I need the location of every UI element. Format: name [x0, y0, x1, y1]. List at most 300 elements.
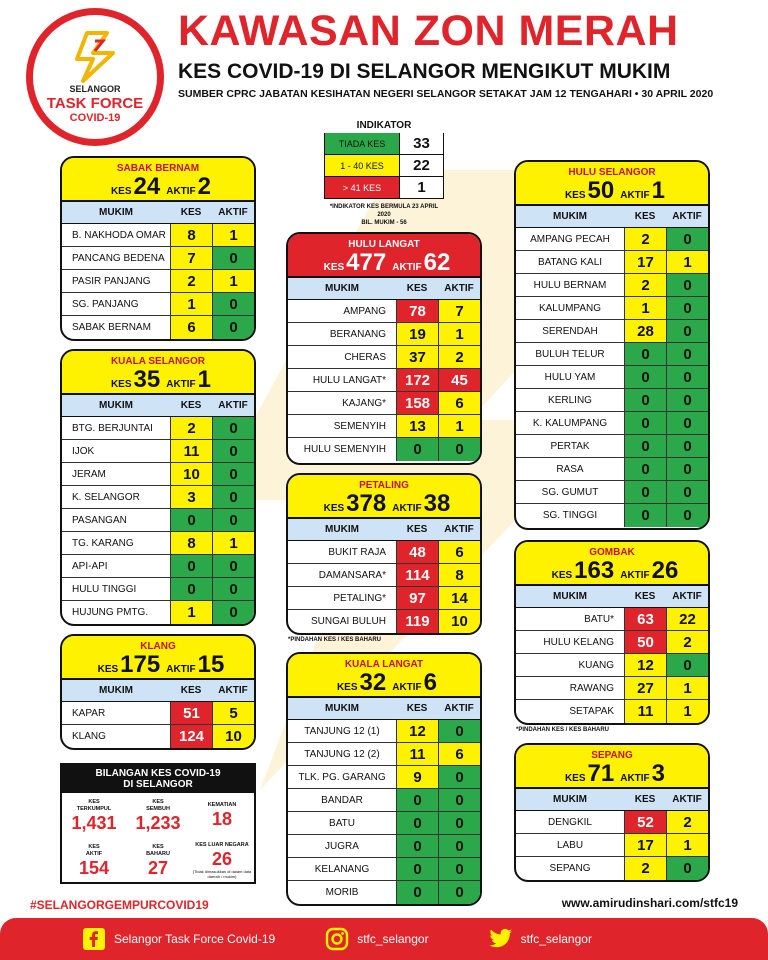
mukim-aktif: 22	[666, 608, 708, 630]
mukim-kes: 114	[396, 564, 438, 586]
stat-label-2: BAHARU	[146, 850, 170, 857]
district-kes: 175	[120, 651, 161, 678]
table-row	[62, 578, 254, 601]
mukim-name: TLK. PG. GARANG	[298, 771, 386, 783]
column-header	[62, 680, 254, 702]
table-row	[516, 631, 708, 654]
table-row	[62, 601, 254, 624]
indikator-row	[324, 155, 444, 177]
column-header	[288, 698, 480, 720]
col-kes: KES	[406, 524, 428, 535]
col-mukim: MUKIM	[99, 400, 133, 411]
mukim-aktif: 0	[212, 440, 254, 462]
mukim-name: HUJUNG PMTG.	[72, 607, 149, 618]
kes-label: KES	[564, 190, 586, 201]
card-kuala-selangor	[60, 349, 256, 626]
table-row	[288, 369, 480, 392]
mukim-kes: 8	[170, 532, 212, 554]
mukim-name: BATU*	[584, 613, 614, 625]
mukim-name: HULU BERNAM	[533, 279, 607, 291]
footer-bar	[0, 918, 768, 960]
stat-value: 154	[78, 857, 110, 878]
indikator-title: INDIKATOR	[356, 120, 412, 131]
card-kuala-langat	[286, 652, 482, 906]
mukim-name: HULU TINGGI	[72, 583, 137, 595]
stat-cell	[126, 793, 190, 838]
mukim-name: SUNGAI BULUH	[310, 616, 386, 627]
district-name: SABAK BERNAM	[116, 163, 200, 174]
table-row	[288, 587, 480, 610]
mukim-aktif: 1	[212, 532, 254, 554]
mukim-aktif: 0	[212, 247, 254, 269]
table-row	[288, 743, 480, 766]
aktif-label: AKTIF	[620, 773, 650, 784]
col-aktif: AKTIF	[672, 211, 702, 222]
card-sepang	[514, 743, 710, 882]
table-row	[516, 857, 708, 880]
mukim-kes: 0	[396, 835, 438, 857]
district-name: SEPANG	[591, 750, 633, 761]
mukim-name: DENGKIL	[548, 816, 592, 828]
stat-cell	[62, 838, 126, 883]
mukim-aktif: 0	[438, 438, 480, 461]
district-header	[288, 234, 480, 278]
mukim-kes: 0	[396, 812, 438, 834]
district-summary	[516, 558, 708, 584]
kes-label: KES	[564, 773, 586, 784]
mukim-aktif: 0	[212, 578, 254, 600]
mukim-name: PETALING*	[333, 592, 386, 604]
mukim-name: TG. KARANG	[72, 537, 134, 549]
mukim-name: BERANANG	[329, 328, 386, 340]
table-row	[288, 541, 480, 564]
table-row	[288, 323, 480, 346]
table-row	[62, 486, 254, 509]
logo-line3: COVID-19	[69, 112, 121, 124]
source-note: SUMBER CPRC JABATAN KESIHATAN NEGERI SELANGOR SETAKAT JAM 12 TENGAHARI • 30 APRIL 2020	[178, 88, 714, 100]
district-name: KUALA SELANGOR	[110, 356, 206, 367]
mukim-aktif: 0	[212, 316, 254, 339]
aktif-label: AKTIF	[620, 570, 650, 581]
mukim-kes: 12	[624, 654, 666, 676]
column-header	[288, 519, 480, 541]
table-row	[288, 415, 480, 438]
col-aktif: AKTIF	[672, 794, 702, 805]
mukim-kes: 10	[170, 463, 212, 485]
indikator-count-note: BIL. MUKIM - 56	[361, 220, 407, 226]
mukim-aktif: 0	[666, 504, 708, 527]
kes-label: KES	[110, 379, 132, 390]
mukim-aktif: 0	[438, 720, 480, 742]
mukim-kes: 0	[396, 858, 438, 880]
mukim-aktif: 0	[438, 789, 480, 811]
mukim-aktif: 0	[666, 857, 708, 880]
table-row	[288, 392, 480, 415]
mukim-aktif: 0	[438, 858, 480, 880]
stat-cell	[190, 793, 254, 838]
table-row	[62, 463, 254, 486]
mukim-name: SERENDAH	[542, 325, 598, 337]
mukim-name: BTG. BERJUNTAI	[72, 422, 153, 434]
mukim-kes: 2	[170, 417, 212, 439]
mukim-aktif: 1	[212, 224, 254, 246]
table-row	[288, 881, 480, 904]
aktif-label: AKTIF	[620, 190, 650, 201]
col-aktif: AKTIF	[672, 591, 702, 602]
aktif-label: AKTIF	[166, 664, 196, 675]
mukim-kes: 37	[396, 346, 438, 368]
district-kes: 32	[359, 669, 387, 696]
mukim-name: HULU LANGAT*	[312, 374, 386, 386]
mukim-name: CHERAS	[344, 351, 386, 363]
district-aktif: 26	[651, 557, 679, 584]
stat-value: 18	[211, 809, 233, 829]
mukim-name: JERAM	[72, 468, 106, 480]
table-row	[516, 251, 708, 274]
mukim-aktif: 0	[666, 654, 708, 676]
table-row	[288, 766, 480, 789]
mukim-name: PERTAK	[550, 440, 590, 452]
mukim-name: HULU SEMENYIH	[303, 444, 386, 455]
mukim-kes: 172	[396, 369, 438, 391]
stat-value: 26	[211, 849, 233, 869]
mukim-aktif: 1	[666, 677, 708, 699]
mukim-name: RASA	[556, 463, 584, 475]
district-summary	[62, 652, 254, 678]
website-link[interactable]: www.amirudinshari.com/stfc19	[561, 896, 738, 910]
mukim-name: SABAK BERNAM	[72, 322, 151, 333]
mukim-name: BANDAR	[321, 794, 363, 806]
mukim-name: MORIB	[325, 887, 359, 898]
mukim-name: BUKIT RAJA	[328, 546, 386, 558]
col-aktif: AKTIF	[444, 703, 474, 714]
district-name: HULU SELANGOR	[568, 167, 656, 178]
mukim-kes: 27	[624, 677, 666, 699]
table-row	[516, 458, 708, 481]
mukim-aktif: 0	[212, 601, 254, 624]
stat-value: 1,431	[71, 812, 117, 833]
district-header	[62, 158, 254, 202]
card-klang	[60, 634, 256, 750]
stat-footnote: (Tidak dimasukkan di dalam data daerah / mukim)	[192, 869, 252, 879]
indikator-value: 22	[399, 155, 443, 176]
mukim-kes: 2	[624, 274, 666, 296]
mukim-kes: 0	[624, 343, 666, 365]
mukim-kes: 0	[624, 412, 666, 434]
card-hulu-selangor	[514, 160, 710, 530]
table-row	[516, 677, 708, 700]
mukim-name: B. NAKHODA OMAR	[72, 229, 166, 241]
district-summary	[288, 491, 480, 517]
mukim-name: K. KALUMPANG	[532, 417, 608, 429]
column-header	[288, 278, 480, 300]
mukim-aktif: 1	[438, 323, 480, 345]
table-row	[516, 435, 708, 458]
logo-line2: TASK FORCE	[46, 95, 144, 112]
kes-label: KES	[97, 664, 119, 675]
col-mukim: MUKIM	[553, 794, 587, 805]
logo	[26, 8, 164, 146]
mukim-kes: 63	[624, 608, 666, 630]
district-header	[516, 162, 708, 206]
district-summary	[62, 367, 254, 393]
col-mukim: MUKIM	[553, 591, 587, 602]
col-mukim: MUKIM	[325, 524, 359, 535]
mukim-name: KALUMPANG	[538, 302, 602, 314]
table-row	[62, 293, 254, 316]
kes-label: KES	[323, 503, 345, 514]
mukim-aktif: 0	[212, 463, 254, 485]
mukim-name: TANJUNG 12 (2)	[304, 748, 380, 760]
mukim-kes: 17	[624, 251, 666, 273]
table-row	[516, 412, 708, 435]
stat-cell	[190, 838, 254, 883]
twitter-icon	[489, 927, 513, 951]
mukim-aktif: 2	[666, 811, 708, 833]
mukim-aktif: 2	[666, 631, 708, 653]
stat-label: KES	[88, 798, 100, 805]
mukim-kes: 2	[624, 228, 666, 250]
table-row	[288, 835, 480, 858]
mukim-kes: 0	[624, 504, 666, 527]
mukim-aktif: 0	[212, 417, 254, 439]
stat-label-2: SEMBUH	[146, 805, 170, 812]
stats-box	[60, 763, 256, 884]
aktif-label: AKTIF	[166, 379, 196, 390]
district-summary	[516, 178, 708, 204]
mukim-name: SEMENYIH	[333, 420, 386, 432]
col-kes: KES	[634, 211, 656, 222]
table-row	[288, 564, 480, 587]
district-kes: 163	[574, 557, 615, 584]
mukim-kes: 119	[396, 610, 438, 633]
instagram-link[interactable]	[325, 927, 428, 951]
mukim-name: SG. PANJANG	[72, 298, 139, 310]
table-row	[288, 438, 480, 461]
stat-cell	[62, 793, 126, 838]
table-row	[62, 270, 254, 293]
mukim-kes: 0	[396, 789, 438, 811]
mukim-kes: 1	[624, 297, 666, 319]
mukim-aktif: 0	[212, 555, 254, 577]
district-name: KLANG	[140, 641, 176, 652]
mukim-kes: 0	[624, 366, 666, 388]
table-row	[62, 440, 254, 463]
stat-value: 1,233	[135, 812, 181, 833]
col-mukim: MUKIM	[99, 685, 133, 696]
kes-label: KES	[323, 262, 345, 273]
mukim-kes: 3	[170, 486, 212, 508]
aktif-label: AKTIF	[392, 682, 422, 693]
mukim-aktif: 7	[438, 300, 480, 322]
table-row	[516, 700, 708, 723]
table-row	[62, 224, 254, 247]
mukim-aktif: 0	[666, 481, 708, 503]
mukim-name: RAWANG	[569, 682, 614, 694]
mukim-aktif: 0	[438, 812, 480, 834]
district-header	[516, 745, 708, 789]
mukim-kes: 12	[396, 720, 438, 742]
mukim-name: PASANGAN	[72, 514, 127, 526]
table-row	[516, 297, 708, 320]
mukim-name: API-API	[72, 560, 108, 572]
mukim-name: BATU	[329, 817, 355, 829]
facebook-label: Selangor Task Force Covid-19	[114, 932, 276, 946]
col-mukim: MUKIM	[553, 211, 587, 222]
mukim-name: HULU YAM	[544, 371, 596, 383]
table-row	[516, 366, 708, 389]
stat-label-2: AKTIF	[85, 850, 103, 857]
stat-value: 27	[147, 857, 169, 878]
indikator-legend	[324, 120, 444, 227]
mukim-name: PANCANG BEDENA	[72, 252, 165, 264]
kes-label: KES	[551, 570, 573, 581]
twitter-link[interactable]	[489, 927, 592, 951]
table-row	[516, 811, 708, 834]
table-row	[288, 789, 480, 812]
table-row	[288, 346, 480, 369]
district-kes: 24	[133, 173, 161, 200]
table-row	[516, 228, 708, 251]
stats-title-2: DI SELANGOR	[123, 779, 193, 790]
col-mukim: MUKIM	[325, 703, 359, 714]
table-row	[62, 725, 254, 748]
mukim-kes: 0	[624, 389, 666, 411]
mukim-kes: 158	[396, 392, 438, 414]
district-aktif: 2	[197, 173, 212, 200]
mukim-aktif: 0	[212, 293, 254, 315]
table-row	[62, 532, 254, 555]
instagram-label: stfc_selangor	[357, 932, 429, 946]
kes-label: KES	[110, 186, 132, 197]
mukim-kes: 0	[396, 881, 438, 904]
mukim-aktif: 0	[666, 228, 708, 250]
mukim-name: KAJANG*	[342, 397, 386, 409]
district-header	[62, 351, 254, 395]
table-row	[288, 300, 480, 323]
column-header	[516, 206, 708, 228]
table-row	[288, 858, 480, 881]
mukim-name: KAPAR	[72, 707, 106, 719]
mukim-aktif: 10	[212, 725, 254, 748]
kes-label: KES	[336, 682, 358, 693]
mukim-name: BATANG KALI	[537, 256, 603, 268]
mukim-kes: 0	[396, 438, 438, 461]
mukim-kes: 0	[624, 458, 666, 480]
indikator-row	[324, 177, 444, 199]
mukim-aktif: 6	[438, 743, 480, 765]
mukim-aktif: 2	[438, 346, 480, 368]
mukim-kes: 11	[170, 440, 212, 462]
column-header	[62, 395, 254, 417]
mukim-kes: 0	[170, 509, 212, 531]
mukim-kes: 0	[170, 578, 212, 600]
district-summary	[288, 670, 480, 696]
district-header	[288, 475, 480, 519]
district-header	[62, 636, 254, 680]
col-aktif: AKTIF	[444, 283, 474, 294]
mukim-name: SG. GUMUT	[541, 486, 599, 498]
indikator-label: > 41 KES	[325, 177, 399, 198]
mukim-name: DAMANSARA*	[318, 569, 386, 581]
table-row	[516, 389, 708, 412]
mukim-kes: 8	[170, 224, 212, 246]
col-aktif: AKTIF	[218, 207, 248, 218]
card-sabak-bernam	[60, 156, 256, 341]
mukim-kes: 19	[396, 323, 438, 345]
mukim-aktif: 10	[438, 610, 480, 633]
mukim-kes: 0	[624, 435, 666, 457]
col-mukim: MUKIM	[99, 207, 133, 218]
mukim-aktif: 0	[666, 343, 708, 365]
table-row	[516, 481, 708, 504]
mukim-aktif: 0	[666, 412, 708, 434]
mukim-aktif: 8	[438, 564, 480, 586]
petaling-note: *PINDAHAN KES / KES BAHARU	[288, 637, 382, 643]
table-row	[62, 417, 254, 440]
table-row	[516, 608, 708, 631]
district-name: KUALA LANGAT	[344, 659, 424, 670]
table-row	[62, 509, 254, 532]
mukim-aktif: 0	[666, 274, 708, 296]
mukim-kes: 50	[624, 631, 666, 653]
mukim-aktif: 45	[438, 369, 480, 391]
mukim-kes: 2	[624, 857, 666, 880]
col-kes: KES	[180, 207, 202, 218]
stats-title: BILANGAN KES COVID-19	[95, 768, 221, 779]
mukim-name: AMPANG PECAH	[530, 233, 610, 245]
district-name: PETALING	[359, 480, 409, 491]
mukim-name: BULUH TELUR	[535, 348, 605, 360]
district-summary	[516, 761, 708, 787]
indikator-row	[324, 133, 444, 155]
table-row	[516, 504, 708, 527]
table-row	[516, 274, 708, 297]
district-aktif: 6	[423, 669, 438, 696]
twitter-label: stfc_selangor	[520, 932, 592, 946]
mukim-aktif: 6	[438, 541, 480, 563]
table-row	[62, 316, 254, 339]
col-kes: KES	[634, 794, 656, 805]
mukim-name: KLANG	[72, 731, 106, 742]
district-aktif: 1	[651, 177, 666, 204]
table-row	[516, 343, 708, 366]
mukim-name: KELANANG	[314, 863, 370, 875]
mukim-kes: 78	[396, 300, 438, 322]
mukim-aktif: 5	[212, 702, 254, 724]
page-subtitle: KES COVID-19 DI SELANGOR MENGIKUT MUKIM	[178, 60, 671, 83]
col-aktif: AKTIF	[444, 524, 474, 535]
facebook-link[interactable]	[82, 927, 275, 951]
table-row	[516, 654, 708, 677]
mukim-name: TANJUNG 12 (1)	[304, 725, 380, 737]
table-row	[288, 812, 480, 835]
table-row	[288, 610, 480, 633]
mukim-aktif: 0	[666, 435, 708, 457]
mukim-kes: 17	[624, 834, 666, 856]
column-header	[516, 789, 708, 811]
mukim-kes: 13	[396, 415, 438, 437]
column-header	[516, 586, 708, 608]
stat-label: KES	[88, 843, 100, 850]
col-kes: KES	[180, 685, 202, 696]
mukim-aktif: 1	[212, 270, 254, 292]
district-aktif: 15	[197, 651, 225, 678]
district-header	[516, 542, 708, 586]
card-hulu-langat	[286, 232, 482, 465]
mukim-name: LABU	[556, 839, 584, 851]
mukim-aktif: 0	[438, 881, 480, 904]
